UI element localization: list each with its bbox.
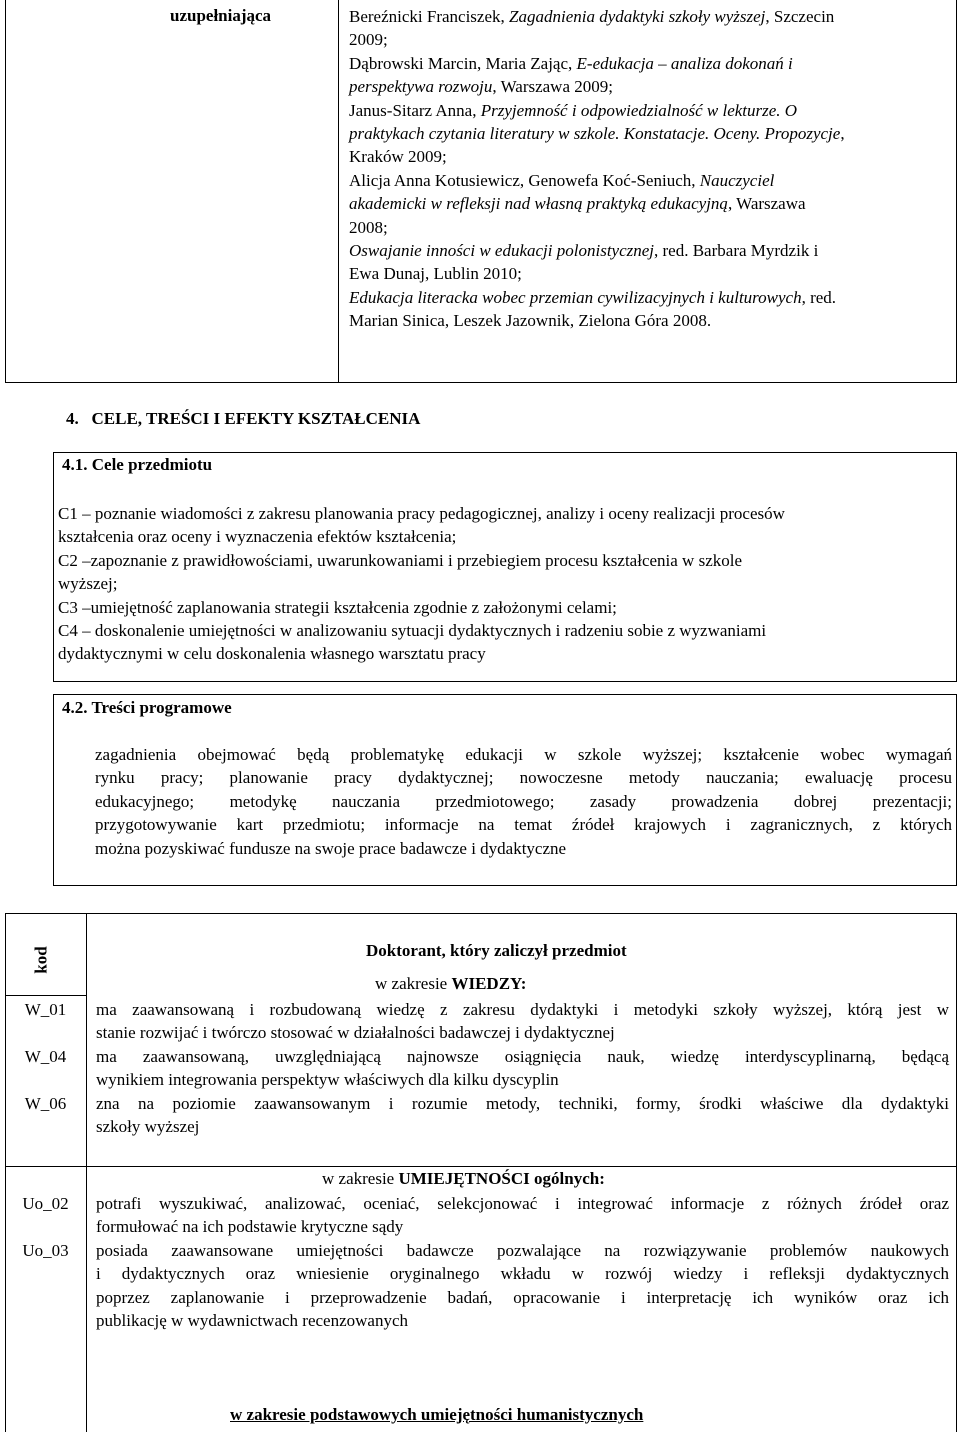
effect-description: zna na poziomie zaawansowanym i rozumie metody, techniki, formy, środki właściwe dla dydaktyki szkoły wyższej [96,1093,949,1137]
goals-list [58,502,785,666]
literature-line: Ewa Dunaj, Lublin 2010; [349,264,522,284]
effects-title: Doktorant, który zaliczył przedmiot [366,941,627,960]
literature-line: 2008; [349,217,388,237]
humanities-title: w zakresie podstawowych umiejętności humanistycznych [230,1405,644,1424]
content-line: rynku pracy; planowanie pracy dydaktycznej; nowoczesne metody nauczania; ewaluację procesu [95,768,952,788]
section-heading: 4. CELE, TREŚCI I EFEKTY KSZTAŁCENIA [66,409,421,428]
goal-line: C3 –umiejętność zaplanowania strategii kształcenia zgodnie z założonymi celami; [58,597,617,617]
content-line: zagadnienia obejmować będą problematykę edukacji w szkole wyższej; kształcenie wobec wymagań [95,745,952,764]
goal-line: dydaktycznymi w celu doskonalenia własnego warsztatu pracy [58,644,486,664]
effect-row [5,1092,957,1139]
skills-header: w zakresie UMIEJĘTNOŚCI ogólnych: [322,1169,605,1188]
goals-title: 4.1. Cele przedmiotu [62,455,213,474]
content-text [95,743,952,860]
goal-line: kształcenia oraz oceny i wyznaczenia efektów kształcenia; [58,527,457,547]
literature-line: Dąbrowski Marcin, Maria Zając, E-edukacja – analiza dokonań i [349,53,793,73]
effect-code: Uo_02 [22,1194,69,1213]
goal-line: C2 –zapoznanie z prawidłowościami, uwarunkowaniami i przebiegiem procesu kształcenia w szkole [58,550,743,570]
code-header: kod [31,946,51,974]
content-title: 4.2. Treści programowe [62,698,232,717]
effect-description: potrafi wyszukiwać, analizować, oceniać, selekcjonować i integrować informacje z różnych źródeł oraz formułować na ich podstawie krytyczne sądy [96,1194,949,1237]
content-line: przygotowywanie kart przedmiotu; informacje na temat źródeł krajowych i zagranicznych, z których [95,815,952,835]
literature-column-divider [338,0,339,383]
effect-row [5,998,957,1045]
goal-line: C1 – poznanie wiadomości z zakresu planowania pracy pedagogicznej, analizy i oceny realizacji procesów [58,504,785,523]
skills-rows [5,1192,957,1332]
knowledge-header: w zakresie WIEDZY: [375,974,527,993]
effect-row [5,1192,957,1239]
effect-row [5,1239,957,1333]
effect-code: W_06 [24,1093,67,1113]
goal-line: C4 – doskonalenie umiejętności w analizowaniu sytuacji dydaktycznych i radzeniu sobie z wyzwaniami [58,621,767,641]
content-line: edukacyjnego; metodykę nauczania przedmiotowego; zasady prowadzenia dobrej prezentacji; [95,791,952,811]
content-line: można pozyskiwać fundusze na swoje prace badawcze i dydaktyczne [95,838,567,858]
effect-code: Uo_03 [22,1240,69,1260]
literature-line: akademicki w refleksji nad własną praktyką edukacyjną, Warszawa [349,194,806,214]
literature-line: 2009; [349,30,388,50]
literature-line: perspektywa rozwoju, Warszawa 2009; [349,77,613,97]
literature-line: Kraków 2009; [349,147,447,167]
effect-row [5,1045,957,1092]
effect-description: ma zaawansowaną, uwzględniającą najnowsze osiągnięcia nauk, wiedzę interdyscyplinarną, będącą wynikiem integrowania perspektyw właściwych dla kilku dyscyplin [96,1046,949,1090]
effect-description: posiada zaawansowane umiejętności badawcze pozwalające na rozwiązywanie problemów naukowych i dydaktycznych oraz wniesienie oryginalnego wkładu w rozwój wiedzy i refleksji dydaktycznych poprzez zaplanowanie i przeprowadzenie badań, opracowanie i interpretację ich wyników oraz ich publikację w wydawnictwach recenzowanych [96,1240,949,1331]
literature-line: Janus-Sitarz Anna, Przyjemność i odpowiedzialność w lekturze. O [349,100,798,120]
literature-label: uzupełniająca [170,6,272,25]
literature-line: Bereźnicki Franciszek, Zagadnienia dydaktyki szkoły wyższej, Szczecin [349,7,835,26]
effect-code: W_01 [24,1000,67,1019]
literature-line: Alicja Anna Kotusiewicz, Genowefa Koć-Seniuch, Nauczyciel [349,170,775,190]
literature-line: Marian Sinica, Leszek Jazownik, Zielona Góra 2008. [349,311,712,331]
effect-code: W_04 [24,1046,67,1066]
literature-line: praktykach czytania literatury w szkole. Konstatacje. Oceny. Propozycje, [349,124,845,144]
literature-list [349,5,845,333]
literature-line: Oswajanie inności w edukacji polonistycznej, red. Barbara Myrdzik i [349,241,819,261]
goal-line: wyższej; [58,574,118,594]
effect-description: ma zaawansowaną i rozbudowaną wiedzę z zakresu dydaktyki i metodyki szkoły wyższej, którą jest w stanie rozwijać i twórczo stosować w działalności badawczej i dydaktycznej [96,1000,949,1043]
knowledge-rows [5,998,957,1138]
literature-line: Edukacja literacka wobec przemian cywilizacyjnych i kulturowych, red. [349,287,837,307]
